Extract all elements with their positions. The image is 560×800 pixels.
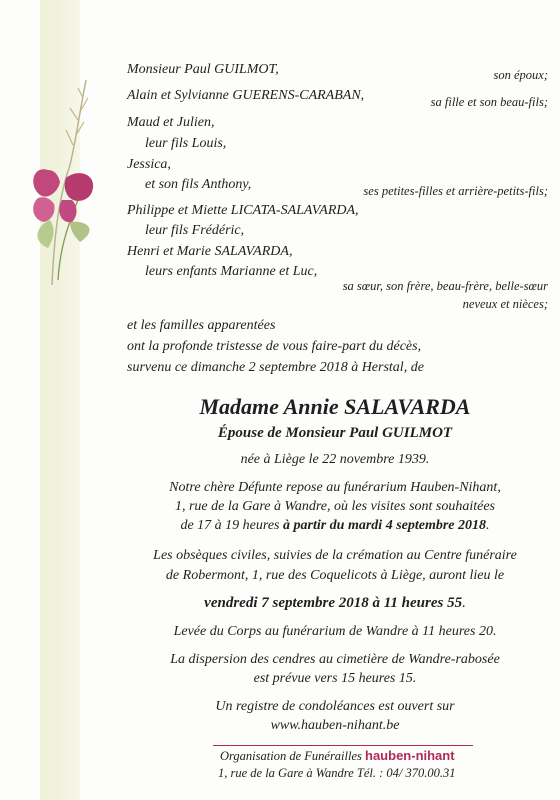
relation-2: sa fille et son beau-fils;	[430, 95, 548, 109]
relation-3: ses petites-filles et arrière-petits-fils;	[363, 184, 548, 198]
register-url[interactable]: www.hauben-nihant.be	[270, 718, 400, 733]
deceased-birth: née à Liège le 22 novembre 1939.	[240, 452, 430, 467]
family-line-8: leur fils Frédéric,	[145, 223, 245, 238]
footer-brand: hauben-nihant	[365, 748, 455, 763]
family-line-6: et son fils Anthony,	[145, 177, 252, 192]
repose-line-3	[125, 516, 545, 535]
funeral-date	[125, 593, 545, 613]
funeral-line-1: Les obsèques civiles, suivies de la crémation au Centre funéraire	[153, 548, 517, 563]
period: .	[486, 518, 490, 533]
footer-org-label: Organisation de Funérailles	[220, 749, 366, 763]
family-line-1: Monsieur Paul GUILMOT,	[127, 62, 279, 77]
repose-paragraph	[125, 478, 545, 535]
intro-line-2: ont la profonde tristesse de vous faire-part du décès,	[127, 339, 422, 354]
dispersion-line-2: est prévue vers 15 heures 15.	[253, 671, 417, 686]
period: .	[462, 595, 466, 611]
funeral-date-text: vendredi 7 septembre 2018 à 11 heures 55	[204, 595, 463, 611]
funeral-line-2: de Robermont, 1, rue des Coquelicots à Liège, auront lieu le	[165, 568, 505, 583]
family-line-7: Philippe et Miette LICATA-SALAVARDA,	[127, 203, 359, 218]
family-line-3: Maud et Julien,	[127, 115, 215, 130]
family-line-4: leur fils Louis,	[145, 136, 227, 151]
levee-line: Levée du Corps au funérarium de Wandre à 11 heures 20.	[173, 624, 497, 639]
footer-divider	[213, 745, 473, 746]
relation-1: son époux;	[493, 68, 548, 82]
register-line-1: Un registre de condoléances est ouvert sur	[215, 699, 455, 714]
dispersion-line-1: La dispersion des cendres au cimetière de Wandre-rabosée	[170, 652, 500, 667]
family-line-5: Jessica,	[127, 157, 171, 172]
intro-line-1: et les familles apparentées	[127, 318, 276, 333]
family-line-10: leurs enfants Marianne et Luc,	[145, 264, 318, 279]
visit-start-date: à partir du mardi 4 septembre 2018	[283, 518, 487, 533]
relation-5: neveux et nièces;	[462, 297, 548, 311]
footer-org	[220, 748, 455, 764]
deceased-name: Madame Annie SALAVARDA	[199, 394, 471, 419]
repose-line-2: 1, rue de la Gare à Wandre, où les visites sont souhaitées	[174, 499, 496, 514]
calla-lily-icon	[18, 70, 128, 290]
family-line-9: Henri et Marie SALAVARDA,	[127, 244, 293, 259]
deceased-spouse: Épouse de Monsieur Paul GUILMOT	[217, 425, 453, 441]
intro-line-3: survenu ce dimanche 2 septembre 2018 à Herstal, de	[127, 360, 424, 375]
family-line-2: Alain et Sylvianne GUERENS-CARABAN,	[127, 88, 365, 103]
funeral-paragraph	[125, 546, 545, 586]
footer-address: 1, rue de la Gare à Wandre Tél. : 04/ 370.00.31	[218, 766, 456, 780]
relation-4: sa sœur, son frère, beau-frère, belle-sœur	[342, 279, 548, 293]
visit-hours: de 17 à 19 heures	[180, 518, 283, 533]
repose-line-1: Notre chère Défunte repose au funérarium Hauben-Nihant,	[169, 480, 501, 495]
